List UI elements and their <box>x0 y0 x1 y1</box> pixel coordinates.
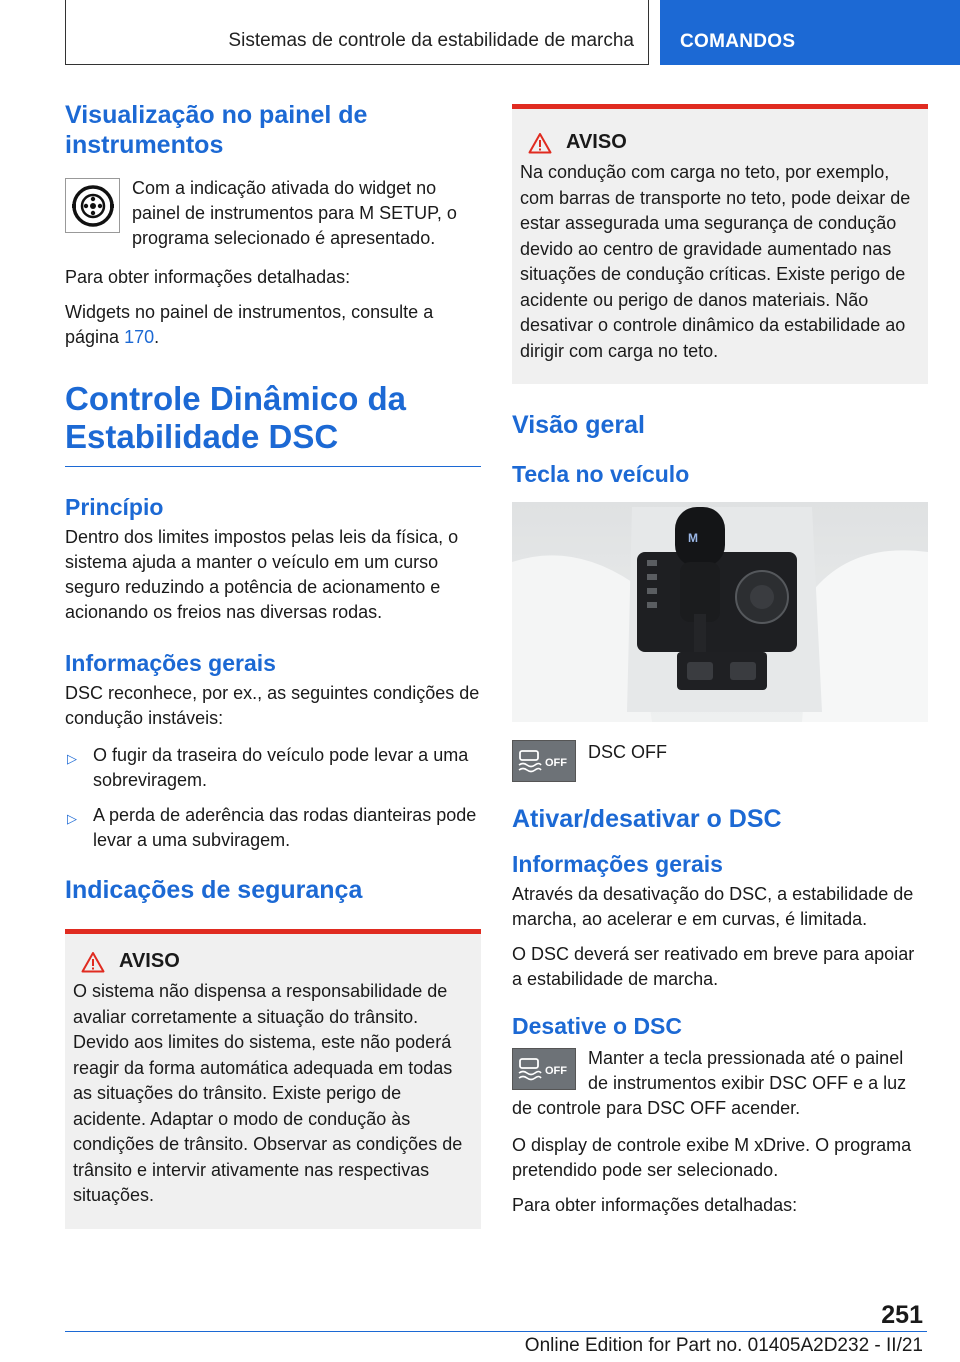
dsc-off-key-label: OFF <box>545 1065 567 1077</box>
widget-icon-row <box>65 176 481 251</box>
dsc-off-key-row <box>512 740 928 782</box>
page-link-170[interactable]: 170 <box>124 327 155 347</box>
desative-p2: O display de controle exibe M xDrive. O programa pretendido pode ser selecionado. <box>512 1135 912 1180</box>
section-tab-label: COMANDOS <box>680 31 796 52</box>
edition-text: Online Edition for Part no. 01405A2D232 - II/21 <box>524 1335 923 1356</box>
warning-header <box>81 950 473 973</box>
bullet-triangle-icon: ▷ <box>67 811 77 826</box>
warning-text: Na condução com carga no teto, por exemplo, com barras de transporte no teto, pode deixar de estar assegurada uma segurança de condução devido ao centro de gravidade aumentado nas situações de condução críticas. Existe perigo de acidente ou perigo de danos materiais. Não desativar o controle dinâmico da estabilidade ao dirigir com carga no teto. <box>520 162 911 361</box>
page-number: 251 <box>881 1301 923 1329</box>
section-tab[interactable] <box>660 0 960 65</box>
heading-tecla: Tecla no veículo <box>512 461 690 487</box>
warning-triangle-icon <box>81 951 105 973</box>
warning-text: O sistema não dispensa a responsabilidade de avaliar corretamente a situação do trânsito. Devido aos limites do sistema, este não poderá reagir da forma automática adequada em todas as situações do trânsito. Existe perigo de acidente. Adaptar o modo de condução às condições de trânsito. Observar as condições de trânsito e intervir ativamente nas respectivas situações. <box>73 981 463 1205</box>
drive-mode-icon <box>65 178 120 233</box>
dsc-off-key-icon <box>512 1048 576 1090</box>
warning-triangle-icon <box>528 132 552 154</box>
info-gerais-text: DSC reconhece, por ex., as seguintes condições de condução instáveis: <box>65 683 480 728</box>
center-console-photo <box>512 502 928 722</box>
dsc-off-label: DSC OFF <box>588 742 667 762</box>
heading-info-gerais-right: Informações gerais <box>512 851 723 877</box>
heading-ativar: Ativar/desativar o DSC <box>512 805 782 833</box>
heading-info-gerais: Informações gerais <box>65 650 276 676</box>
list-item: ▷ A perda de aderência das rodas dianteiras pode levar a uma subviragem. <box>67 805 477 850</box>
widgets-reference <box>65 300 481 350</box>
heading-principio: Princípio <box>65 494 164 520</box>
warning-title: AVISO <box>566 131 627 153</box>
condition-list <box>65 743 481 853</box>
list-item: ▷ O fugir da traseira do veículo pode levar a uma sobreviragem. <box>67 745 469 790</box>
title-rule <box>65 466 481 467</box>
heading-desative: Desative o DSC <box>512 1013 683 1039</box>
dsc-off-key-icon <box>512 740 576 782</box>
svg-text:M: M <box>688 531 698 545</box>
left-column <box>65 100 481 1229</box>
heading-visao-geral: Visão geral <box>512 411 645 439</box>
bullet-triangle-icon: ▷ <box>67 751 77 766</box>
principio-text: Dentro dos limites impostos pelas leis da física, o sistema ajuda a manter o veículo em um curso seguro reduzindo a potência de acionamento e acionando os freios nas diversas rodas. <box>65 527 459 622</box>
warning-title: AVISO <box>119 950 180 972</box>
header-frame <box>65 0 649 65</box>
footer-rule <box>65 1331 927 1332</box>
dsc-off-key-label: OFF <box>545 757 567 769</box>
warning-header <box>528 131 920 154</box>
desative-p3: Para obter informações detalhadas: <box>512 1195 798 1215</box>
right-column <box>512 104 928 1218</box>
dsc-title: Controle Dinâmico da Estabilidade DSC <box>65 380 407 455</box>
warning-box-left <box>65 929 481 1229</box>
chapter-title: Sistemas de controle da estabilidade de marcha <box>228 30 634 51</box>
info-intro: Para obter informações detalhadas: <box>65 267 351 287</box>
info-gerais-p2: O DSC deverá ser reativado em breve para apoiar a estabilidade de marcha. <box>512 944 915 989</box>
desative-block <box>512 1046 928 1121</box>
widget-icon-text: Com a indicação ativada do widget no painel de instrumentos para M SETUP, o programa selecionado é apresentado. <box>132 178 457 248</box>
heading-visualizacao: Visualização no painel de instrumentos <box>65 101 368 159</box>
info-gerais-p1: Através da desativação do DSC, a estabilidade de marcha, ao acelerar e em curvas, é limitada. <box>512 884 914 929</box>
widgets-reference-end: . <box>154 327 160 347</box>
desative-text: Manter a tecla pressionada até o painel de instrumentos exibir DSC OFF e a luz de controle para DSC OFF acender. <box>512 1048 907 1118</box>
heading-seguranca: Indicações de segurança <box>65 876 363 904</box>
warning-box-right <box>512 104 928 384</box>
widgets-reference-text: Widgets no painel de instrumentos, consulte a página <box>65 302 434 347</box>
